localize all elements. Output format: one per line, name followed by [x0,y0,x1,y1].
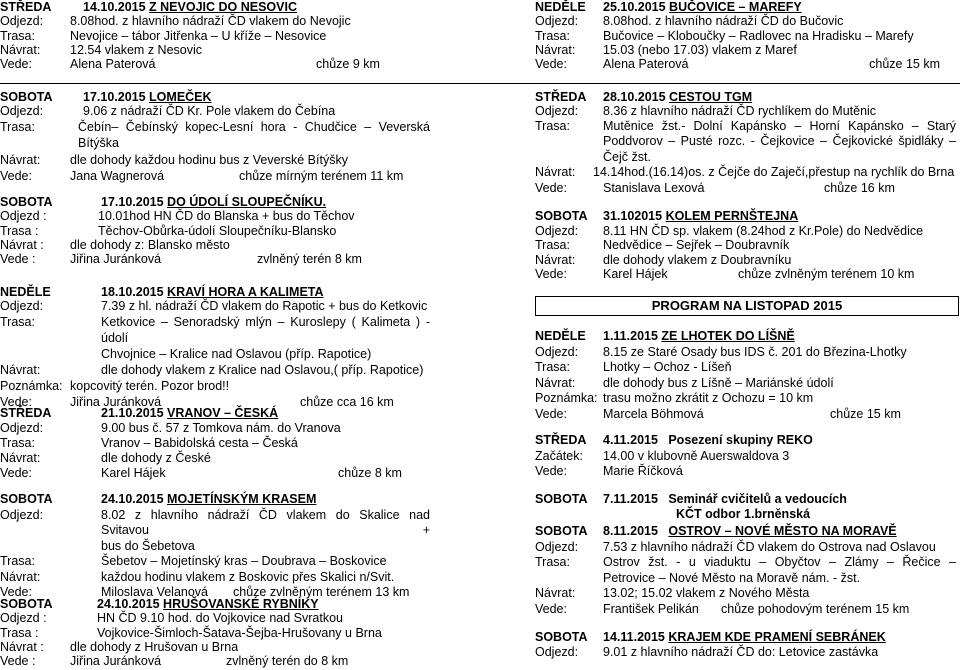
route-label: Trasa: [0,554,35,568]
note-value: trasu možno zkrátit z Ochozu = 10 km [603,391,814,405]
top-divider [0,83,960,84]
event-day: STŘEDA [0,406,52,420]
leader-value: Jiřina Juránková [70,252,162,267]
event-title-line2: KČT odbor 1.brněnská [676,507,811,521]
return-value: každou hodinu vlakem z Boskovic přes Skalici n/Svit. [101,569,395,584]
return-label: Návrat: [535,252,576,267]
return-label: Návrat: [535,42,576,57]
leader-value: Karel Hájek [603,267,668,281]
return-value: dle dohody z České [101,451,211,465]
event-day: STŘEDA [535,90,587,104]
event-title-line1: Seminář cvičitelů a vedoucích [668,492,847,506]
event-title: BUČOVICE – MAREFY [669,0,802,14]
event-day: SOBOTA [0,195,53,209]
event-day: SOBOTA [535,209,588,223]
distance-value: chůze zvlněným terénem 10 km [738,267,915,281]
return-label: Návrat: [535,586,576,600]
departure-value: 9.06 z nádraží ČD Kr. Pole vlakem do Čebína [83,104,336,119]
event-date: 14.11.2015 [603,630,665,644]
event-day: SOBOTA [0,597,53,611]
return-label: Návrat: [0,362,41,377]
note-value: kopcovitý terén. Pozor brod!! [70,378,230,393]
leader-value: Stanislava Lexová [603,180,705,195]
distance-value: chůze cca 16 km [300,394,394,409]
route-value-line1: Ketkovice – Senoradský mlýn – Kuroslepy ( Kalimeta ) - údolí [101,314,430,345]
departure-label: Odjezd: [535,14,579,29]
event-day: SOBOTA [535,630,588,644]
distance-value: chůze pohodovým terénem 15 km [721,601,910,616]
departure-value: 8.08hod. z hlavního nádraží ČD do Bučovic [603,14,844,29]
route-value-line2: Petrovice – Nové Město na Moravě nám. - žst. [603,570,861,585]
return-value: dle dohody z Hrušovan u Brna [70,639,239,654]
event-date: 14.10.2015 [83,0,146,14]
distance-value: chůze 15 km [830,406,901,421]
leader-label: Vede: [535,601,567,616]
event-title: HRUŠOVANSKÉ RYBNÍKY [163,597,319,611]
return-value: 13.02; 15.02 vlakem z Nového Města [603,586,810,600]
departure-label: Odjezd: [0,507,44,522]
route-value: Bučovice – Kloboučky – Radlovec na Hradisku – Marefy [603,28,914,43]
departure-label: Odjezd: [0,299,44,314]
event-title: Posezení skupiny REKO [668,433,813,447]
leader-label: Vede: [535,57,567,72]
event-date: 24.10.2015 [97,597,160,611]
event-title: CESTOU TGM [669,90,753,104]
event-date: 8.11.2015 [603,524,658,538]
route-value: Nevojice – tábor Jitřenka – U kříže – Nesovice [70,28,327,43]
event-title: MOJETÍNSKÝM KRASEM [167,492,317,506]
departure-value-line2: bus do Šebetova [101,538,195,553]
event-nevojice [0,0,440,71]
event-vranov [0,406,440,481]
route-value-line3: Čejč žst. [603,149,651,164]
leader-value: Karel Hájek [101,466,166,480]
route-value: Lhotky – Ochoz - Líšeň [603,360,732,374]
leader-value: Alena Paterová [603,57,689,72]
return-label: Návrat: [0,569,41,584]
event-ostrov [535,524,960,617]
leader-value: Jana Wagnerová [70,169,165,184]
return-value: dle dohody bus z Líšně – Mariánské údolí [603,375,834,390]
event-title: KRAVÍ HORA A KALIMETA [167,285,324,299]
event-day: SOBOTA [0,492,53,506]
event-day: NEDĚLE [0,285,51,299]
event-title: DO ÚDOLÍ SLOUPEČNÍKU. [167,195,327,209]
departure-label: Odjezd: [535,223,579,238]
event-title: OSTROV – NOVÉ MĚSTO NA MORAVĚ [668,524,897,538]
event-title: LOMEČEK [149,90,212,104]
route-label: Trasa: [0,119,35,134]
departure-label: Odjezd : [0,209,47,224]
leader-label: Vede: [535,180,567,195]
event-lhotky [535,329,960,422]
route-value-line2: Chvojnice – Kralice nad Oslavou (příp. Rapotice) [101,346,372,361]
note-label: Poznámka: [535,391,598,405]
route-label: Trasa: [535,360,570,374]
event-hrusovany [0,597,440,668]
departure-value: 10.01hod HN ČD do Blanska + bus do Těchov [98,209,355,224]
leader-label: Vede: [0,394,32,409]
route-value-line2: Poddvorov – Pusté rozc. - Čejkovice – Čejkovické špidláky – [603,134,956,149]
event-title: VRANOV – ČESKÁ [167,406,279,420]
route-value: Nedvědice – Sejřek – Doubravník [603,238,790,252]
event-pernstejn [535,209,960,282]
event-cestou-tgm [535,90,960,196]
departure-label: Odjezd: [0,421,44,435]
leader-label: Vede: [535,406,567,421]
return-label: Návrat: [0,152,41,167]
distance-value: chůze 15 km [869,57,940,72]
departure-label: Odjezd: [535,344,579,359]
return-value: 15.03 (nebo 17.03) vlakem z Maref [603,42,797,57]
leader-label: Vede : [0,654,36,669]
note-label: Poznámka: [0,378,63,393]
route-label: Trasa: [0,314,35,329]
leader-value: Alena Paterová [70,57,156,72]
departure-value: 8.11 HN ČD sp. vlakem (8.24hod z Kr.Pole) do Nedvědice [603,223,924,238]
route-value-line1: Ostrov žst. - u viaduktu – Obyčtov – Zlámy – Řečice – [603,555,956,569]
departure-value: 7.53 z hlavního nádraží ČD vlakem do Ostrova nad Oslavou [603,539,936,554]
november-program-banner: PROGRAM NA LISTOPAD 2015 [535,296,959,316]
departure-value-line1: 8.02 z hlavního nádraží ČD vlakem do Skalice nad Svitavou + [101,507,430,537]
return-label: Návrat: [0,451,41,465]
event-day: NEDĚLE [535,329,586,343]
event-date: 21.10.2015 [101,406,164,420]
route-value: Těchov-Obůrka-údolí Sloupečníku-Blansko [98,223,337,238]
event-bucovice [535,0,960,71]
departure-value: 8.08hod. z hlavního nádraží ČD vlakem do Nevojic [70,14,351,29]
event-day: STŘEDA [0,0,52,14]
route-value-line2: Bítýška [78,136,119,151]
event-sebranek [535,630,960,660]
departure-label: Odjezd: [0,14,44,29]
event-day: SOBOTA [535,492,588,506]
leader-value: František Pelikán [603,601,699,616]
distance-value: chůze 16 km [824,180,895,195]
leader-value: Marie Říčková [603,464,683,478]
return-label: Návrat : [0,639,44,654]
return-value: 14.14hod.(16.14)os. z Čejče do Zaječí,přestup na rychlík do Brna [593,165,955,180]
distance-value: chůze mírným terénem 11 km [239,169,404,184]
event-date: 4.11.2015 [603,433,658,447]
event-title: KRAJEM KDE PRAMENÍ SEBRÁNEK [668,630,886,644]
route-label: Trasa: [535,118,570,133]
leader-label: Vede: [0,169,32,184]
distance-value: chůze 9 km [316,57,380,72]
route-value: Šebetov – Mojetínský kras – Doubrava – Boskovice [101,554,387,568]
departure-value: HN ČD 9.10 hod. do Vojkovice nad Svratkou [97,611,343,626]
departure-label: Odjezd: [0,104,44,119]
route-label: Trasa: [0,28,35,43]
route-value-line1: Mutěnice žst.- Dolní Kapánsko – Horní Kapánsko – Starý [603,118,956,133]
route-label: Trasa : [0,223,39,238]
event-date: 17.10.2015 [101,195,164,209]
distance-value: chůze 8 km [338,466,402,480]
event-date: 17.10.2015 [83,90,146,104]
leader-label: Vede: [0,585,32,599]
return-label: Návrat: [0,42,41,57]
route-value-line1: Čebín– Čebínský kopec-Lesní hora - Chudčice – Veverská [78,119,430,134]
event-date: 7.11.2015 [603,492,658,506]
event-date: 28.10.2015 [603,90,666,104]
return-value: dle dohody z: Blansko město [70,237,230,252]
leader-value: Marcela Böhmová [603,406,704,421]
distance-value: zvlněný terén 8 km [257,252,362,267]
event-day: NEDĚLE [535,0,586,14]
event-date: 24.10.2015 [101,492,164,506]
route-label: Trasa: [535,238,570,252]
leader-label: Vede : [0,252,36,267]
departure-label: Odjezd: [535,539,579,554]
event-day: SOBOTA [0,90,53,104]
leader-label: Vede: [0,466,32,480]
return-value: 12.54 vlakem z Nesovic [70,42,203,57]
leader-value: Jiřina Juránková [70,394,162,409]
event-date: 1.11.2015 [603,329,658,343]
return-label: Návrat : [0,237,44,252]
distance-value: chůze zvlněným terénem 13 km [233,585,410,599]
leader-value: Miloslava Velanová [101,585,209,599]
route-label: Trasa: [535,28,570,43]
route-label: Trasa: [0,436,35,450]
return-value: dle dohody každou hodinu bus z Veverské Bítýšky [70,152,348,167]
event-lomecek [0,90,440,185]
leader-value: Jiřina Juránková [70,654,162,669]
return-value: dle dohody vlakem z Doubravníku [603,252,792,267]
event-reko [535,433,960,480]
event-date: 18.10.2015 [101,285,164,299]
start-value: 14.00 v klubovně Auerswaldova 3 [603,448,790,463]
route-label: Trasa: [535,555,570,569]
start-label: Začátek: [535,448,583,463]
route-value: Vojkovice-Šimloch-Šatava-Šejba-Hrušovany u Brna [97,625,382,640]
return-label: Návrat: [535,165,576,180]
event-sloupecnik [0,195,440,266]
departure-label: Odjezd: [535,645,579,659]
event-title: ZE LHOTEK DO LÍŠNĚ [661,329,795,343]
event-mojetin [0,492,440,601]
departure-value: 8.36 z hlavního nádraží ČD rychlíkem do Mutěnic [603,104,877,119]
event-day: SOBOTA [535,524,588,538]
return-label: Návrat: [535,375,576,390]
route-value: Vranov – Babidolská cesta – Česká [101,436,298,450]
departure-value: 9.01 z hlavního nádraží ČD do: Letovice zastávka [603,645,879,659]
event-seminar [535,492,960,522]
return-value: dle dohody vlakem z Kralice nad Oslavou,( příp. Rapotice) [101,362,424,377]
event-title: KOLEM PERNŠTEJNA [665,209,799,223]
departure-label: Odjezd : [0,611,47,626]
leader-label: Vede: [0,57,32,72]
departure-value: 9.00 bus č. 57 z Tomkova nám. do Vranova [101,421,341,435]
event-title: Z NEVOJIC DO NESOVIC [149,0,297,14]
departure-label: Odjezd: [535,104,579,119]
leader-label: Vede: [535,464,567,478]
route-label: Trasa : [0,625,39,640]
event-kravi-hora [0,285,440,410]
departure-value: 7.39 z hl. nádraží ČD vlakem do Rapotic + bus do Ketkovic [101,299,428,314]
leader-label: Vede: [535,267,567,281]
event-date: 25.10.2015 [603,0,666,14]
departure-value: 8.15 ze Staré Osady bus IDS č. 201 do Březina-Lhotky [603,344,907,359]
event-day: STŘEDA [535,433,587,447]
event-date: 31.102015 [603,209,663,223]
distance-value: zvlněný terén do 8 km [226,654,349,669]
